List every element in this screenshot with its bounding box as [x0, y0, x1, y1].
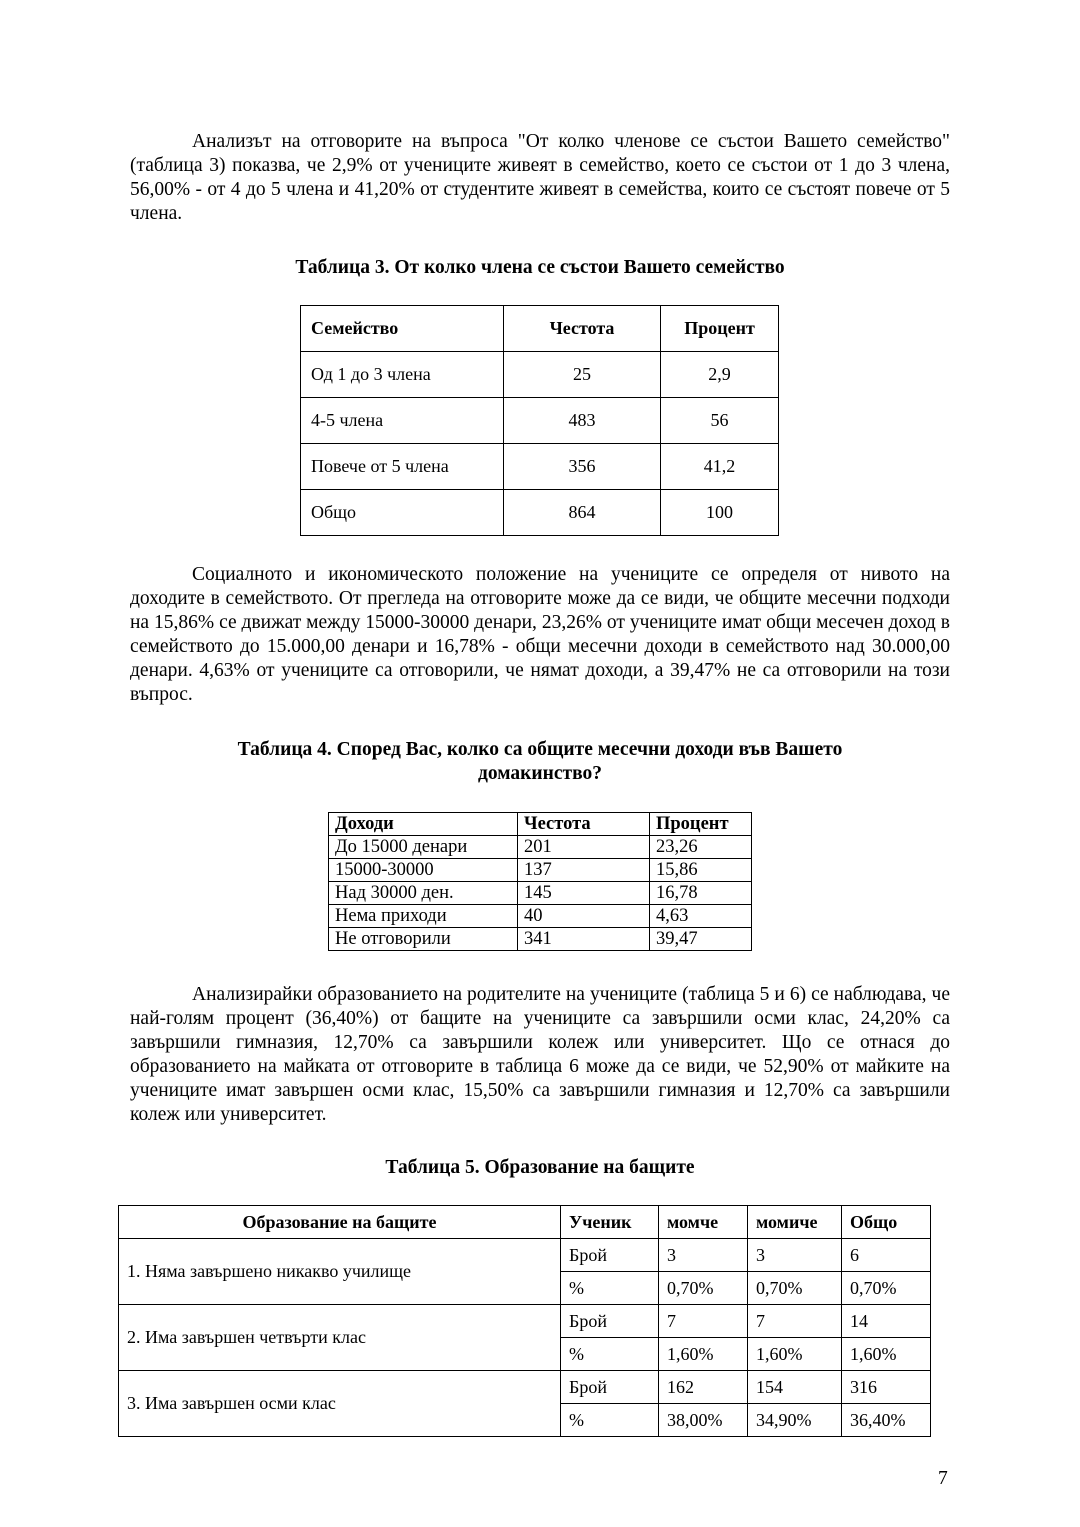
table-header-row [301, 306, 779, 352]
cell: Од 1 до 3 члена [301, 352, 504, 398]
group-label: 1. Няма завършено никакво училище [119, 1239, 561, 1305]
cell: 4-5 члена [301, 398, 504, 444]
cell: Нема приходи [329, 905, 518, 928]
cell: 0,70% [842, 1272, 931, 1305]
cell: Брой [561, 1305, 659, 1338]
cell: 38,00% [659, 1404, 748, 1437]
cell: 7 [748, 1305, 842, 1338]
table-row [329, 928, 752, 951]
table-family-size [300, 305, 779, 536]
cell: 1,60% [659, 1338, 748, 1371]
table-row [119, 1371, 931, 1404]
header-cell: Семейство [301, 306, 504, 352]
cell: 0,70% [659, 1272, 748, 1305]
paragraph-income: Социалното и икономическото положение на учениците се определя от нивото на доходите в семейството. От прегледа на отговорите може да се види, че общите месечни подходи на 15,86% се движат между 15000-30000 денари, 23,26% от учениците имат общи месечен доход в семейството до 15.000,00 денари и 16,78% - общи месечни доходи в семейството над 30.000,00 денари. 4,63% от учениците са отговорили, че нямат доходи, а 39,47% не са отговорили на този въпрос. [130, 564, 950, 705]
table-row [329, 882, 752, 905]
table-row [329, 905, 752, 928]
cell: 162 [659, 1371, 748, 1404]
table-header-row [329, 813, 752, 836]
cell: 23,26 [650, 836, 752, 859]
cell: 16,78 [650, 882, 752, 905]
cell: 36,40% [842, 1404, 931, 1437]
cell: 25 [504, 352, 661, 398]
header-cell: момче [659, 1206, 748, 1239]
cell: 34,90% [748, 1404, 842, 1437]
cell: 316 [842, 1371, 931, 1404]
page-number: 7 [938, 1468, 948, 1489]
cell: 7 [659, 1305, 748, 1338]
cell: 15000-30000 [329, 859, 518, 882]
table-row [119, 1305, 931, 1338]
cell: 3 [748, 1239, 842, 1272]
cell: 100 [661, 490, 779, 536]
cell: 356 [504, 444, 661, 490]
cell: 0,70% [748, 1272, 842, 1305]
cell: % [561, 1338, 659, 1371]
header-cell: момиче [748, 1206, 842, 1239]
header-cell: Общо [842, 1206, 931, 1239]
cell: Повече от 5 члена [301, 444, 504, 490]
paragraph-family-size: Анализът на отговорите на въпроса "От колко членове се състои Вашето семейство" (таблица 3) показва, че 2,9% от учениците живеят в семейство, което се състои от 1 до 3 члена, 56,00% - от 4 до 5 члена и 41,20% от студентите живеят в семейства, които се състоят повече от 5 члена. [130, 131, 950, 224]
table3-title: Таблица 3. От колко члена се състои Вашето семейство [295, 257, 785, 278]
cell: 137 [518, 859, 650, 882]
cell: 154 [748, 1371, 842, 1404]
cell: 14 [842, 1305, 931, 1338]
table-row [329, 859, 752, 882]
cell: 56 [661, 398, 779, 444]
cell: 483 [504, 398, 661, 444]
cell: 3 [659, 1239, 748, 1272]
table-row [329, 836, 752, 859]
group-label: 2. Има завършен четвърти клас [119, 1305, 561, 1371]
header-cell: Процент [650, 813, 752, 836]
cell: 6 [842, 1239, 931, 1272]
cell: До 15000 денари [329, 836, 518, 859]
table-income [328, 812, 752, 951]
cell: 864 [504, 490, 661, 536]
table-row [119, 1239, 931, 1272]
header-cell: Процент [661, 306, 779, 352]
group-label: 3. Има завършен осми клас [119, 1371, 561, 1437]
cell: % [561, 1272, 659, 1305]
header-cell: Честота [518, 813, 650, 836]
cell: 4,63 [650, 905, 752, 928]
table-header-row [119, 1206, 931, 1239]
cell: Общо [301, 490, 504, 536]
cell: 39,47 [650, 928, 752, 951]
cell: 40 [518, 905, 650, 928]
cell: 1,60% [748, 1338, 842, 1371]
cell: Брой [561, 1371, 659, 1404]
header-cell: Доходи [329, 813, 518, 836]
table-row [301, 444, 779, 490]
table-row [301, 490, 779, 536]
cell: 1,60% [842, 1338, 931, 1371]
table-father-education [118, 1205, 931, 1437]
cell: 341 [518, 928, 650, 951]
cell: Над 30000 ден. [329, 882, 518, 905]
table-row [301, 398, 779, 444]
cell: % [561, 1404, 659, 1437]
cell: 2,9 [661, 352, 779, 398]
cell: 201 [518, 836, 650, 859]
paragraph-education: Анализирайки образованието на родителите на учениците (таблица 5 и 6) се наблюдава, че най-голям процент (36,40%) от бащите на учениците са завършили осми клас, 24,20% са завършили гимназия, 12,70% са завършили колеж или университет. Що се отнася до образованието на майката от отговорите в таблица 6 може да се види, че 52,90% от майките на учениците имат завършен осми клас, 15,50% са завършили гимназия и 12,70% са завършили колеж или университет. [130, 984, 950, 1125]
header-cell: Ученик [561, 1206, 659, 1239]
table4-title: Таблица 4. Според Вас, колко са общите месечни доходи във Вашето домакинство? [237, 739, 843, 784]
table-row [301, 352, 779, 398]
cell: Брой [561, 1239, 659, 1272]
cell: Не отговорили [329, 928, 518, 951]
header-cell: Честота [504, 306, 661, 352]
cell: 145 [518, 882, 650, 905]
cell: 41,2 [661, 444, 779, 490]
table5-title: Таблица 5. Образование на бащите [385, 1157, 695, 1178]
cell: 15,86 [650, 859, 752, 882]
header-cell: Образование на бащите [119, 1206, 561, 1239]
